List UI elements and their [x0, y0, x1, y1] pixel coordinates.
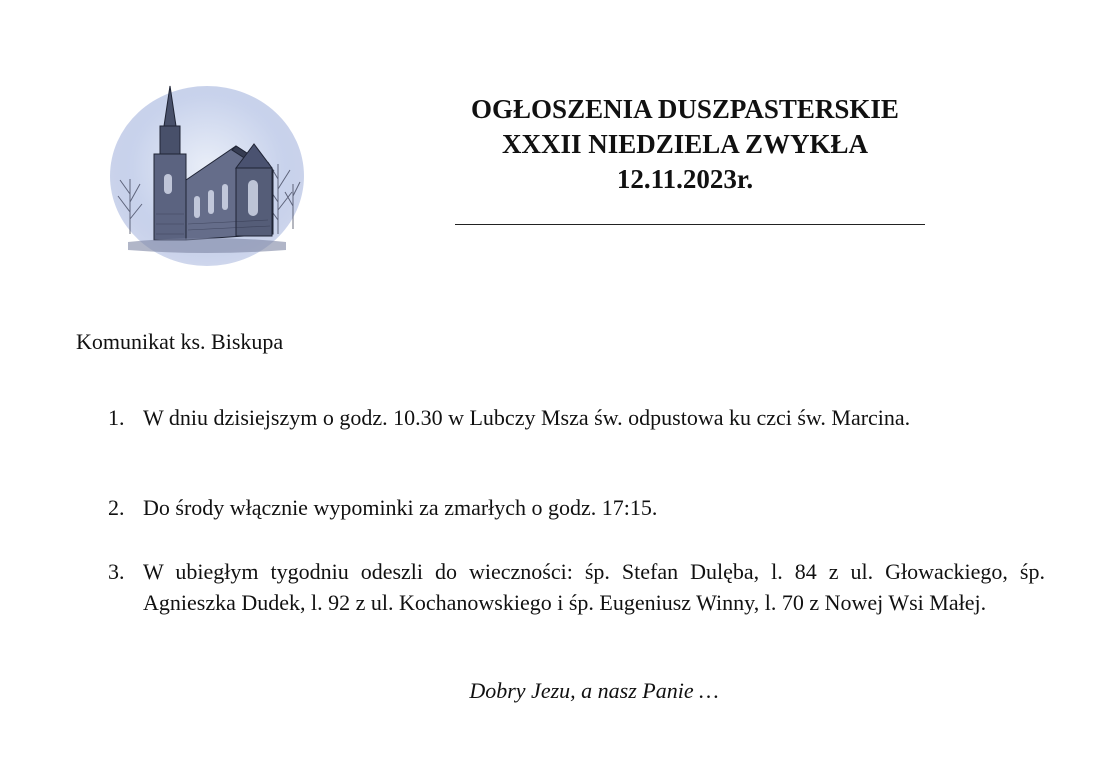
closing-line: Dobry Jezu, a nasz Panie … [469, 678, 719, 703]
list-item-3 [108, 556, 1045, 618]
list-item-text: W ubiegłym tygodniu odeszli do wieczności: śp. Stefan Dulęba, l. 84 z ul. Głowackiego, śp. Agnieszka Dudek, l. 92 z ul. Kochanowskiego i śp. Eugeniusz Winny, l. 70 z Nowej Wsi Małej. [143, 559, 1045, 615]
list-item-number: 2. [108, 495, 125, 520]
list-item-2 [108, 492, 1045, 523]
intro-text: Komunikat ks. Biskupa [76, 329, 284, 354]
list-item-text: Do środy włącznie wypominki za zmarłych o godz. 17:15. [143, 495, 658, 520]
header-title: OGŁOSZENIA DUSZPASTERSKIE [471, 94, 899, 124]
list-item-1 [108, 402, 1045, 433]
list-item-number: 3. [108, 559, 125, 584]
church-logo [108, 84, 306, 268]
header-date: 12.11.2023r. [616, 164, 754, 194]
header-divider [455, 224, 925, 225]
header-subtitle: XXXII NIEDZIELA ZWYKŁA [501, 129, 869, 159]
announcement-header [435, 92, 935, 197]
list-item-number: 1. [108, 405, 125, 430]
list-item-text: W dniu dzisiejszym o godz. 10.30 w Lubczy Msza św. odpustowa ku czci św. Marcina. [143, 405, 911, 430]
